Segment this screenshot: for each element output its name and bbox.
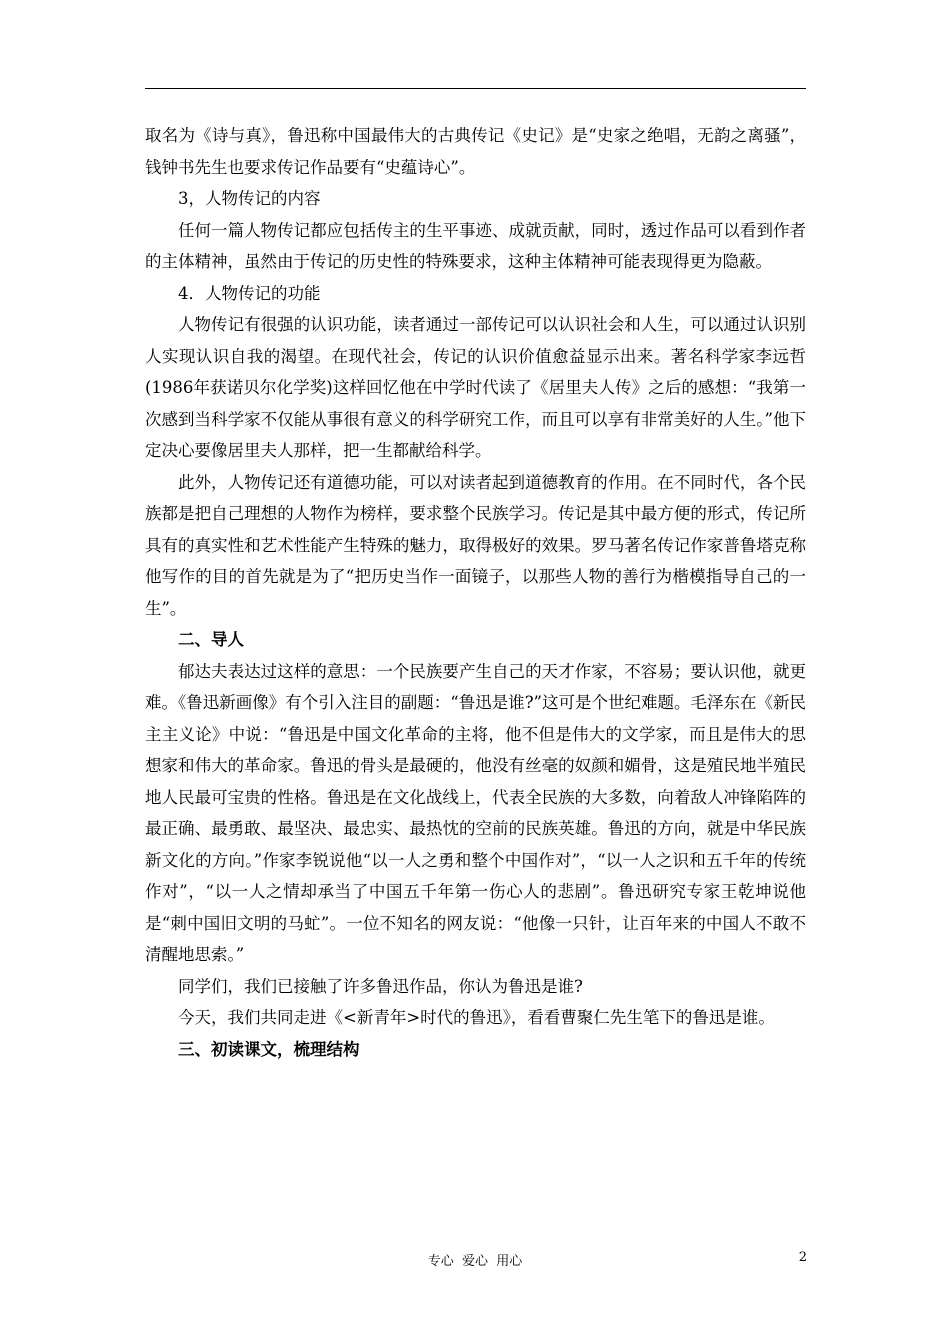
paragraph-luxun-quotes: 郁达夫表达过这样的意思：一个民族要产生自己的天才作家，不容易；要认识他，就更难。《鲁迅新画像》有个引入注目的副题：“鲁迅是谁?”这可是个世纪难题。毛泽东在《新民主主义论》中说：“鲁迅是中国文化革命的主将，他不但是伟大的文学家，而且是伟大的思想家和伟大的革命家。鲁迅的骨头是最硬的，他没有丝毫的奴颜和媚骨，这是殖民地半殖民地人民最可宝贵的性格。鲁迅是在文化战线上，代表全民族的大多数，向着敌人冲锋陷阵的最正确、最勇敢、最坚决、最忠实、最热忱的空前的民族英雄。鲁迅的方向，就是中华民族新文化的方向。”作家李锐说他“以一人之勇和整个中国作对”，“以一人之识和五千年的传统作对”，“以一人之情却承当了中国五千年第一伤心人的悲剧”。鲁迅研究专家王乾坤说他是“刺中国旧文明的马虻”。一位不知名的网友说：“他像一只针，让百年来的中国人不敢不清醒地思索。”	[145, 661, 806, 964]
page-number: 2	[798, 1250, 807, 1265]
header-rule	[145, 88, 806, 89]
section-title-content: 3，人物传记的内容	[178, 189, 321, 208]
paragraph-1: 取名为《诗与真》，鲁迅称中国最伟大的古典传记《史记》是“史家之绝唱，无韵之离骚”，钱钟书先生也要求传记作品要有“史蕴诗心”。	[145, 126, 806, 177]
paragraph-content: 任何一篇人物传记都应包括传主的生平事迹、成就贡献，同时，透过作品可以看到作者的主体精神，虽然由于传记的历史性的特殊要求，这种主体精神可能表现得更为隐蔽。	[145, 220, 806, 271]
paragraph-moral-function: 此外，人物传记还有道德功能，可以对读者起到道德教育的作用。在不同时代，各个民族都是把自己理想的人物作为榜样，要求整个民族学习。传记是其中最方便的形式，传记所具有的真实性和艺术性能产生特殊的魅力，取得极好的效果。罗马著名传记作家普鲁塔克称他写作的目的首先就是为了“把历史当作一面镜子，以那些人物的善行为楷模指导自己的一生”。	[145, 472, 806, 618]
heading-first-reading: 三、初读课文，梳理结构	[178, 1039, 360, 1059]
paragraph-cognitive-function: 人物传记有很强的认识功能，读者通过一部传记可以认识社会和人生，可以通过认识别人实现认识自我的渴望。在现代社会，传记的认识价值愈益显示出来。著名科学家李远哲(1986年获诺贝尔化学奖)这样回忆他在中学时代读了《居里夫人传》之后的感想：“我第一次感到当科学家不仅能从事很有意义的科学研究工作，而且可以享有非常美好的人生。”他下定决心要像居里夫人那样，把一生都献给科学。	[145, 315, 806, 460]
heading-introduction: 二、导人	[178, 630, 244, 649]
paragraph-today: 今天，我们共同走进《<新青年>时代的鲁迅》，看看曹聚仁先生笔下的鲁迅是谁。	[178, 1008, 775, 1027]
document-body	[145, 120, 806, 1065]
page-footer	[0, 1250, 950, 1270]
paragraph-question: 同学们，我们已接触了许多鲁迅作品，你认为鲁迅是谁?	[178, 976, 583, 996]
section-title-function: 4．人物传记的功能	[178, 283, 321, 303]
footer-motto: 专心 爱心 用心	[427, 1254, 523, 1269]
